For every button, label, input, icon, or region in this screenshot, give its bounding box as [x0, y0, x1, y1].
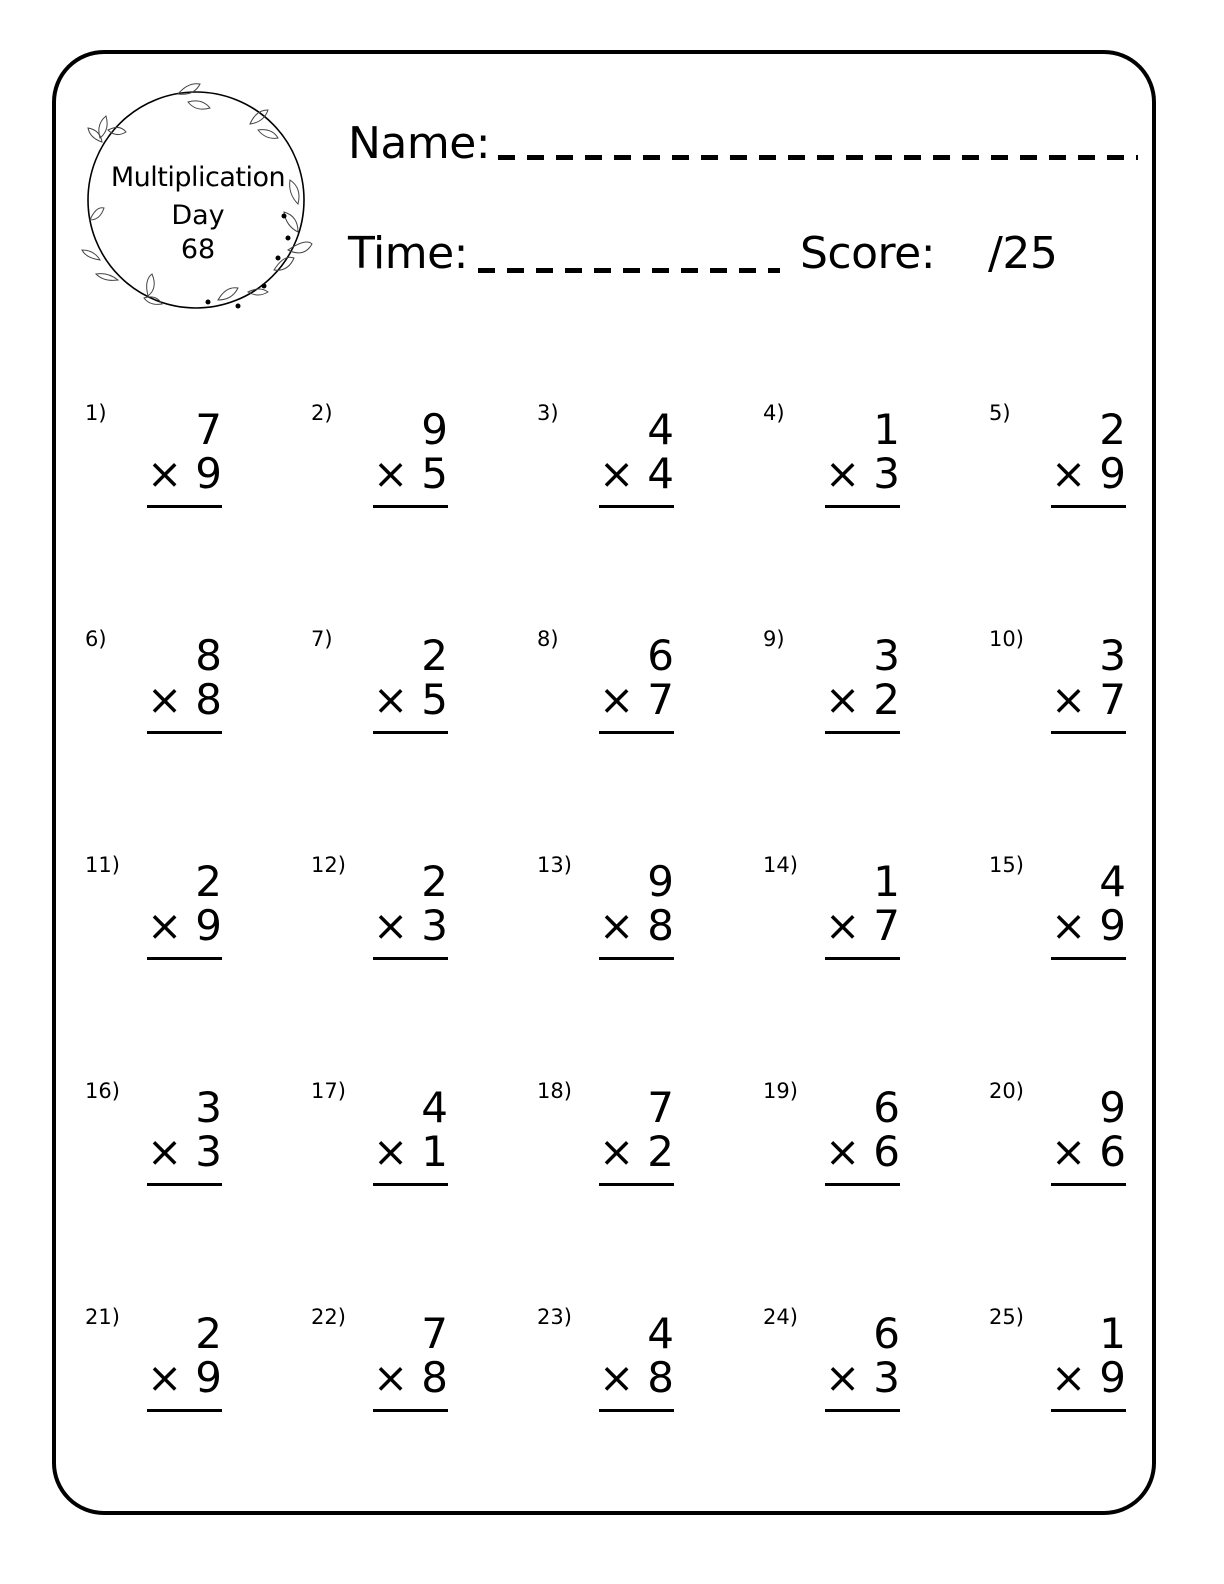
problem-item — [311, 627, 537, 777]
name-label: Name: — [348, 118, 491, 169]
multiplier: 6 — [1099, 1127, 1126, 1176]
multiplier: 8 — [195, 675, 222, 724]
answer-line[interactable] — [825, 1409, 900, 1412]
answer-line[interactable] — [599, 731, 674, 734]
multiplier: 2 — [647, 1127, 674, 1176]
problem-item — [989, 1079, 1215, 1229]
multiplier: 6 — [873, 1127, 900, 1176]
multiplicand: 4 — [647, 405, 674, 454]
problem-number: 20) — [989, 1079, 1024, 1103]
multiplier: 5 — [421, 449, 448, 498]
multiply-operator: × — [373, 901, 409, 950]
multiply-operator: × — [599, 675, 635, 724]
answer-line[interactable] — [147, 505, 222, 508]
problem-item — [537, 1305, 763, 1455]
answer-line[interactable] — [825, 957, 900, 960]
answer-line[interactable] — [599, 1409, 674, 1412]
multiplier: 3 — [873, 1353, 900, 1402]
problem-item — [763, 401, 989, 551]
problem-number: 5) — [989, 401, 1011, 425]
problem-number: 25) — [989, 1305, 1024, 1329]
problem-item — [763, 1305, 989, 1455]
problem-item — [763, 627, 989, 777]
multiplicand: 2 — [195, 857, 222, 906]
problem-item — [989, 627, 1215, 777]
problem-item — [537, 853, 763, 1003]
answer-line[interactable] — [1051, 731, 1126, 734]
multiply-operator: × — [373, 1127, 409, 1176]
problem-item — [537, 401, 763, 551]
time-label: Time: — [348, 228, 469, 279]
answer-line[interactable] — [599, 1183, 674, 1186]
multiplicand: 2 — [1099, 405, 1126, 454]
multiply-operator: × — [825, 675, 861, 724]
problem-number: 21) — [85, 1305, 120, 1329]
multiply-operator: × — [825, 901, 861, 950]
multiplicand: 1 — [873, 405, 900, 454]
badge-day-number: 68 — [180, 234, 216, 265]
multiplier: 9 — [1099, 901, 1126, 950]
problem-number: 9) — [763, 627, 785, 651]
multiplier: 2 — [873, 675, 900, 724]
multiplier: 3 — [873, 449, 900, 498]
multiplicand: 8 — [195, 631, 222, 680]
multiplicand: 9 — [1099, 1083, 1126, 1132]
multiplicand: 9 — [421, 405, 448, 454]
problem-number: 10) — [989, 627, 1024, 651]
problem-item — [537, 627, 763, 777]
problem-item — [763, 1079, 989, 1229]
multiply-operator: × — [599, 901, 635, 950]
answer-line[interactable] — [373, 731, 448, 734]
problem-item — [85, 1305, 311, 1455]
multiply-operator: × — [147, 449, 183, 498]
multiplicand: 7 — [195, 405, 222, 454]
multiply-operator: × — [599, 449, 635, 498]
multiplier: 8 — [647, 1353, 674, 1402]
badge-day-label: Day — [171, 200, 225, 231]
problem-number: 22) — [311, 1305, 346, 1329]
problem-item — [989, 401, 1215, 551]
problem-number: 17) — [311, 1079, 346, 1103]
problem-item — [311, 1079, 537, 1229]
problem-item — [311, 1305, 537, 1455]
answer-line[interactable] — [373, 957, 448, 960]
problem-number: 12) — [311, 853, 346, 877]
answer-line[interactable] — [599, 957, 674, 960]
multiplier: 9 — [1099, 449, 1126, 498]
problem-item — [989, 1305, 1215, 1455]
problem-item — [763, 853, 989, 1003]
answer-line[interactable] — [147, 731, 222, 734]
badge-title: Multiplication — [110, 162, 286, 193]
multiplier: 8 — [421, 1353, 448, 1402]
answer-line[interactable] — [373, 1409, 448, 1412]
multiplier: 9 — [195, 449, 222, 498]
problem-number: 24) — [763, 1305, 798, 1329]
multiply-operator: × — [825, 1127, 861, 1176]
multiplier: 4 — [647, 449, 674, 498]
problem-number: 8) — [537, 627, 559, 651]
multiplicand: 7 — [421, 1309, 448, 1358]
multiply-operator: × — [147, 1353, 183, 1402]
score-total: /25 — [988, 228, 1058, 279]
problem-item — [311, 401, 537, 551]
problem-item — [989, 853, 1215, 1003]
problem-item — [537, 1079, 763, 1229]
problem-item — [85, 1079, 311, 1229]
multiplicand: 6 — [873, 1083, 900, 1132]
multiplier: 9 — [195, 1353, 222, 1402]
multiply-operator: × — [147, 675, 183, 724]
answer-line[interactable] — [147, 1183, 222, 1186]
multiplier: 1 — [421, 1127, 448, 1176]
multiply-operator: × — [373, 449, 409, 498]
multiply-operator: × — [1051, 675, 1087, 724]
answer-line[interactable] — [1051, 1183, 1126, 1186]
multiplier: 8 — [647, 901, 674, 950]
multiplicand: 1 — [873, 857, 900, 906]
problem-number: 18) — [537, 1079, 572, 1103]
multiply-operator: × — [373, 1353, 409, 1402]
problem-number: 11) — [85, 853, 120, 877]
multiplicand: 6 — [873, 1309, 900, 1358]
problem-number: 4) — [763, 401, 785, 425]
multiply-operator: × — [1051, 1127, 1087, 1176]
multiply-operator: × — [1051, 901, 1087, 950]
multiplicand: 2 — [421, 857, 448, 906]
multiplier: 9 — [1099, 1353, 1126, 1402]
time-field[interactable] — [478, 268, 780, 273]
problem-number: 16) — [85, 1079, 120, 1103]
multiply-operator: × — [599, 1353, 635, 1402]
multiply-operator: × — [599, 1127, 635, 1176]
multiplicand: 4 — [421, 1083, 448, 1132]
problem-item — [85, 627, 311, 777]
answer-line[interactable] — [1051, 505, 1126, 508]
problem-item — [311, 853, 537, 1003]
problem-number: 14) — [763, 853, 798, 877]
problem-number: 13) — [537, 853, 572, 877]
problem-number: 6) — [85, 627, 107, 651]
answer-line[interactable] — [825, 505, 900, 508]
problem-number: 19) — [763, 1079, 798, 1103]
title-badge — [78, 80, 318, 320]
multiplier: 5 — [421, 675, 448, 724]
multiplier: 7 — [647, 675, 674, 724]
multiply-operator: × — [825, 1353, 861, 1402]
score-label: Score: — [800, 228, 936, 279]
multiplicand: 9 — [647, 857, 674, 906]
multiplicand: 2 — [421, 631, 448, 680]
problem-number: 1) — [85, 401, 107, 425]
answer-line[interactable] — [1051, 1409, 1126, 1412]
multiplicand: 6 — [647, 631, 674, 680]
multiplicand: 3 — [1099, 631, 1126, 680]
answer-line[interactable] — [147, 957, 222, 960]
name-field[interactable] — [498, 155, 1138, 160]
multiplicand: 2 — [195, 1309, 222, 1358]
answer-line[interactable] — [147, 1409, 222, 1412]
multiplicand: 4 — [1099, 857, 1126, 906]
problem-number: 23) — [537, 1305, 572, 1329]
answer-line[interactable] — [373, 1183, 448, 1186]
answer-line[interactable] — [1051, 957, 1126, 960]
problem-item — [85, 853, 311, 1003]
multiply-operator: × — [1051, 1353, 1087, 1402]
answer-line[interactable] — [599, 505, 674, 508]
multiplicand: 4 — [647, 1309, 674, 1358]
answer-line[interactable] — [825, 1183, 900, 1186]
answer-line[interactable] — [373, 505, 448, 508]
problem-item — [85, 401, 311, 551]
answer-line[interactable] — [825, 731, 900, 734]
multiplier: 7 — [1099, 675, 1126, 724]
problem-number: 2) — [311, 401, 333, 425]
multiply-operator: × — [373, 675, 409, 724]
multiplicand: 3 — [195, 1083, 222, 1132]
multiply-operator: × — [1051, 449, 1087, 498]
multiplier: 7 — [873, 901, 900, 950]
problem-number: 7) — [311, 627, 333, 651]
multiply-operator: × — [825, 449, 861, 498]
problem-number: 15) — [989, 853, 1024, 877]
multiplier: 3 — [421, 901, 448, 950]
problem-number: 3) — [537, 401, 559, 425]
multiplier: 3 — [195, 1127, 222, 1176]
multiply-operator: × — [147, 1127, 183, 1176]
multiplicand: 1 — [1099, 1309, 1126, 1358]
multiplicand: 7 — [647, 1083, 674, 1132]
multiplicand: 3 — [873, 631, 900, 680]
multiplier: 9 — [195, 901, 222, 950]
multiply-operator: × — [147, 901, 183, 950]
